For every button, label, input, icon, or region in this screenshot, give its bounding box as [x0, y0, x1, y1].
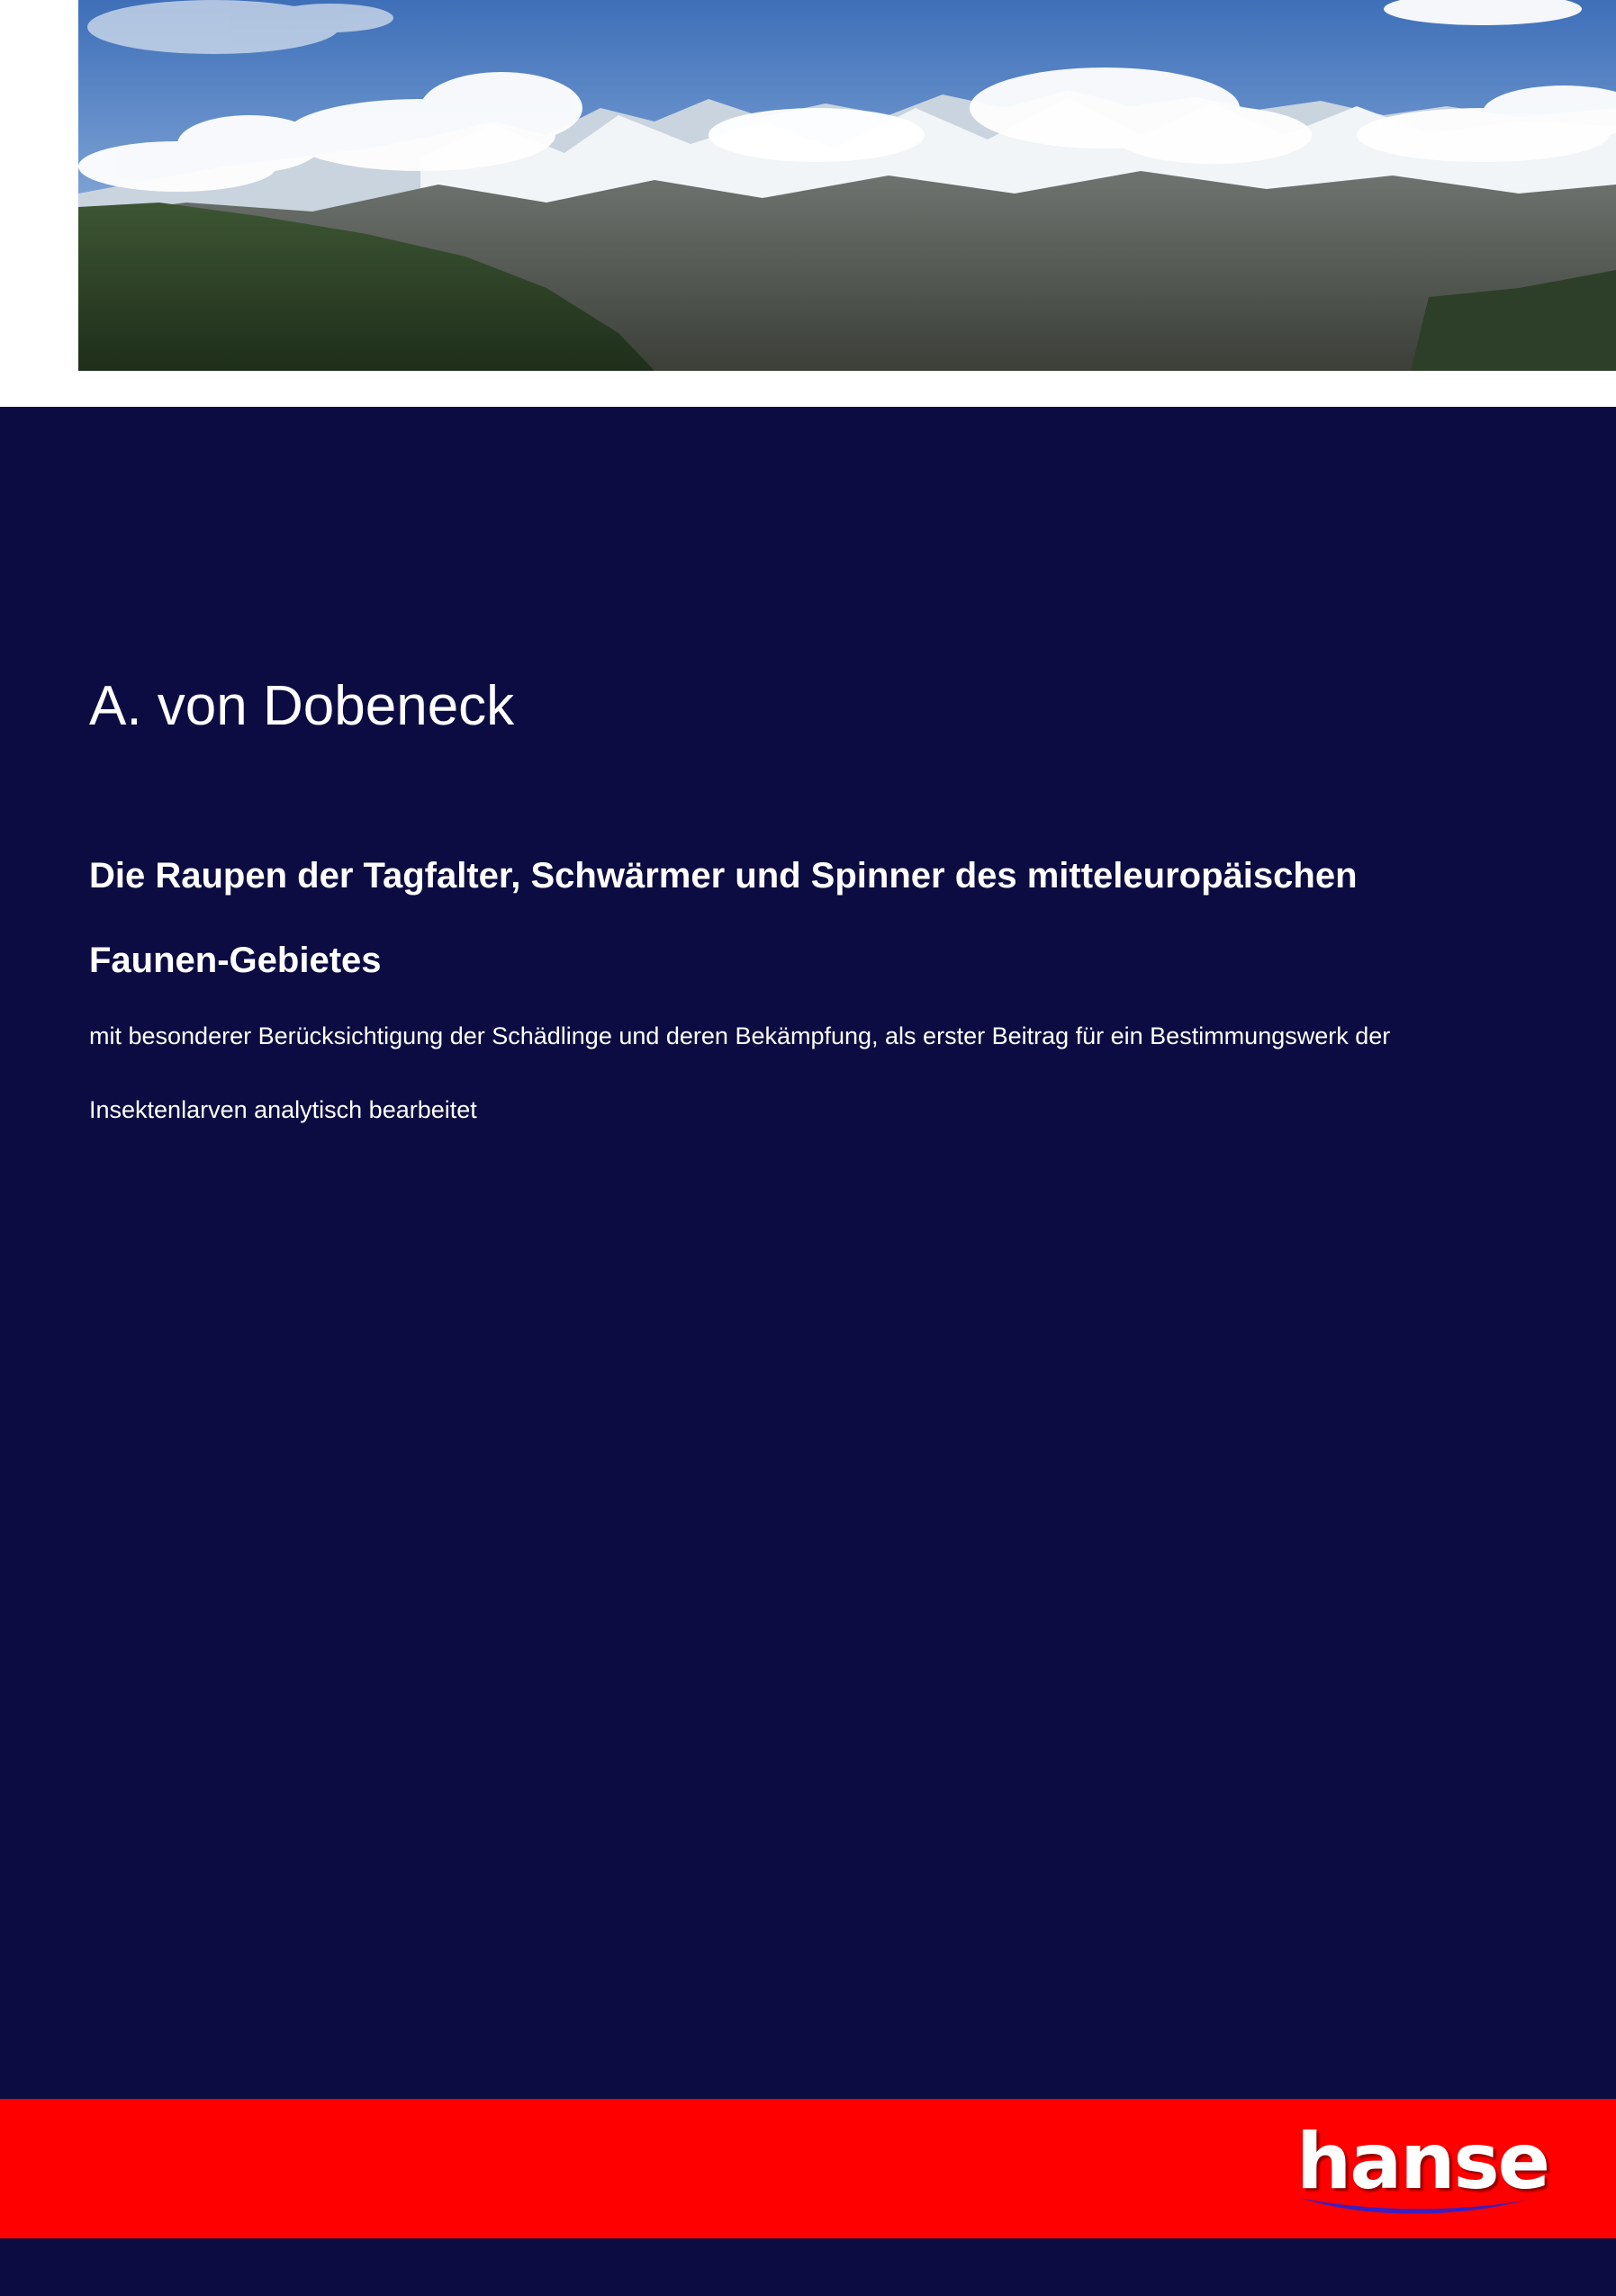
mountain-landscape-image — [78, 0, 1616, 371]
publisher-logo-wordmark: hanse — [1296, 2117, 1548, 2207]
author-name: A. von Dobeneck — [89, 675, 515, 737]
cover-bottom-band — [0, 2238, 1616, 2296]
book-subtitle: mit besonderer Berücksichtigung der Schädlinge und deren Bekämpfung, als erster Beitrag für ein Bestimmungswerk der Insektenlarven analytisch bearbeitet — [89, 1022, 1391, 1123]
cover-photo-alpine-panorama — [78, 0, 1616, 371]
book-title: Die Raupen der Tagfalter, Schwärmer und Spinner des mitteleuropäischen Faunen-Gebietes — [89, 856, 1358, 980]
publisher-logo — [1296, 2117, 1548, 2223]
cover-navy-panel — [0, 407, 1616, 2099]
logo-swoosh-icon — [1298, 2192, 1532, 2223]
